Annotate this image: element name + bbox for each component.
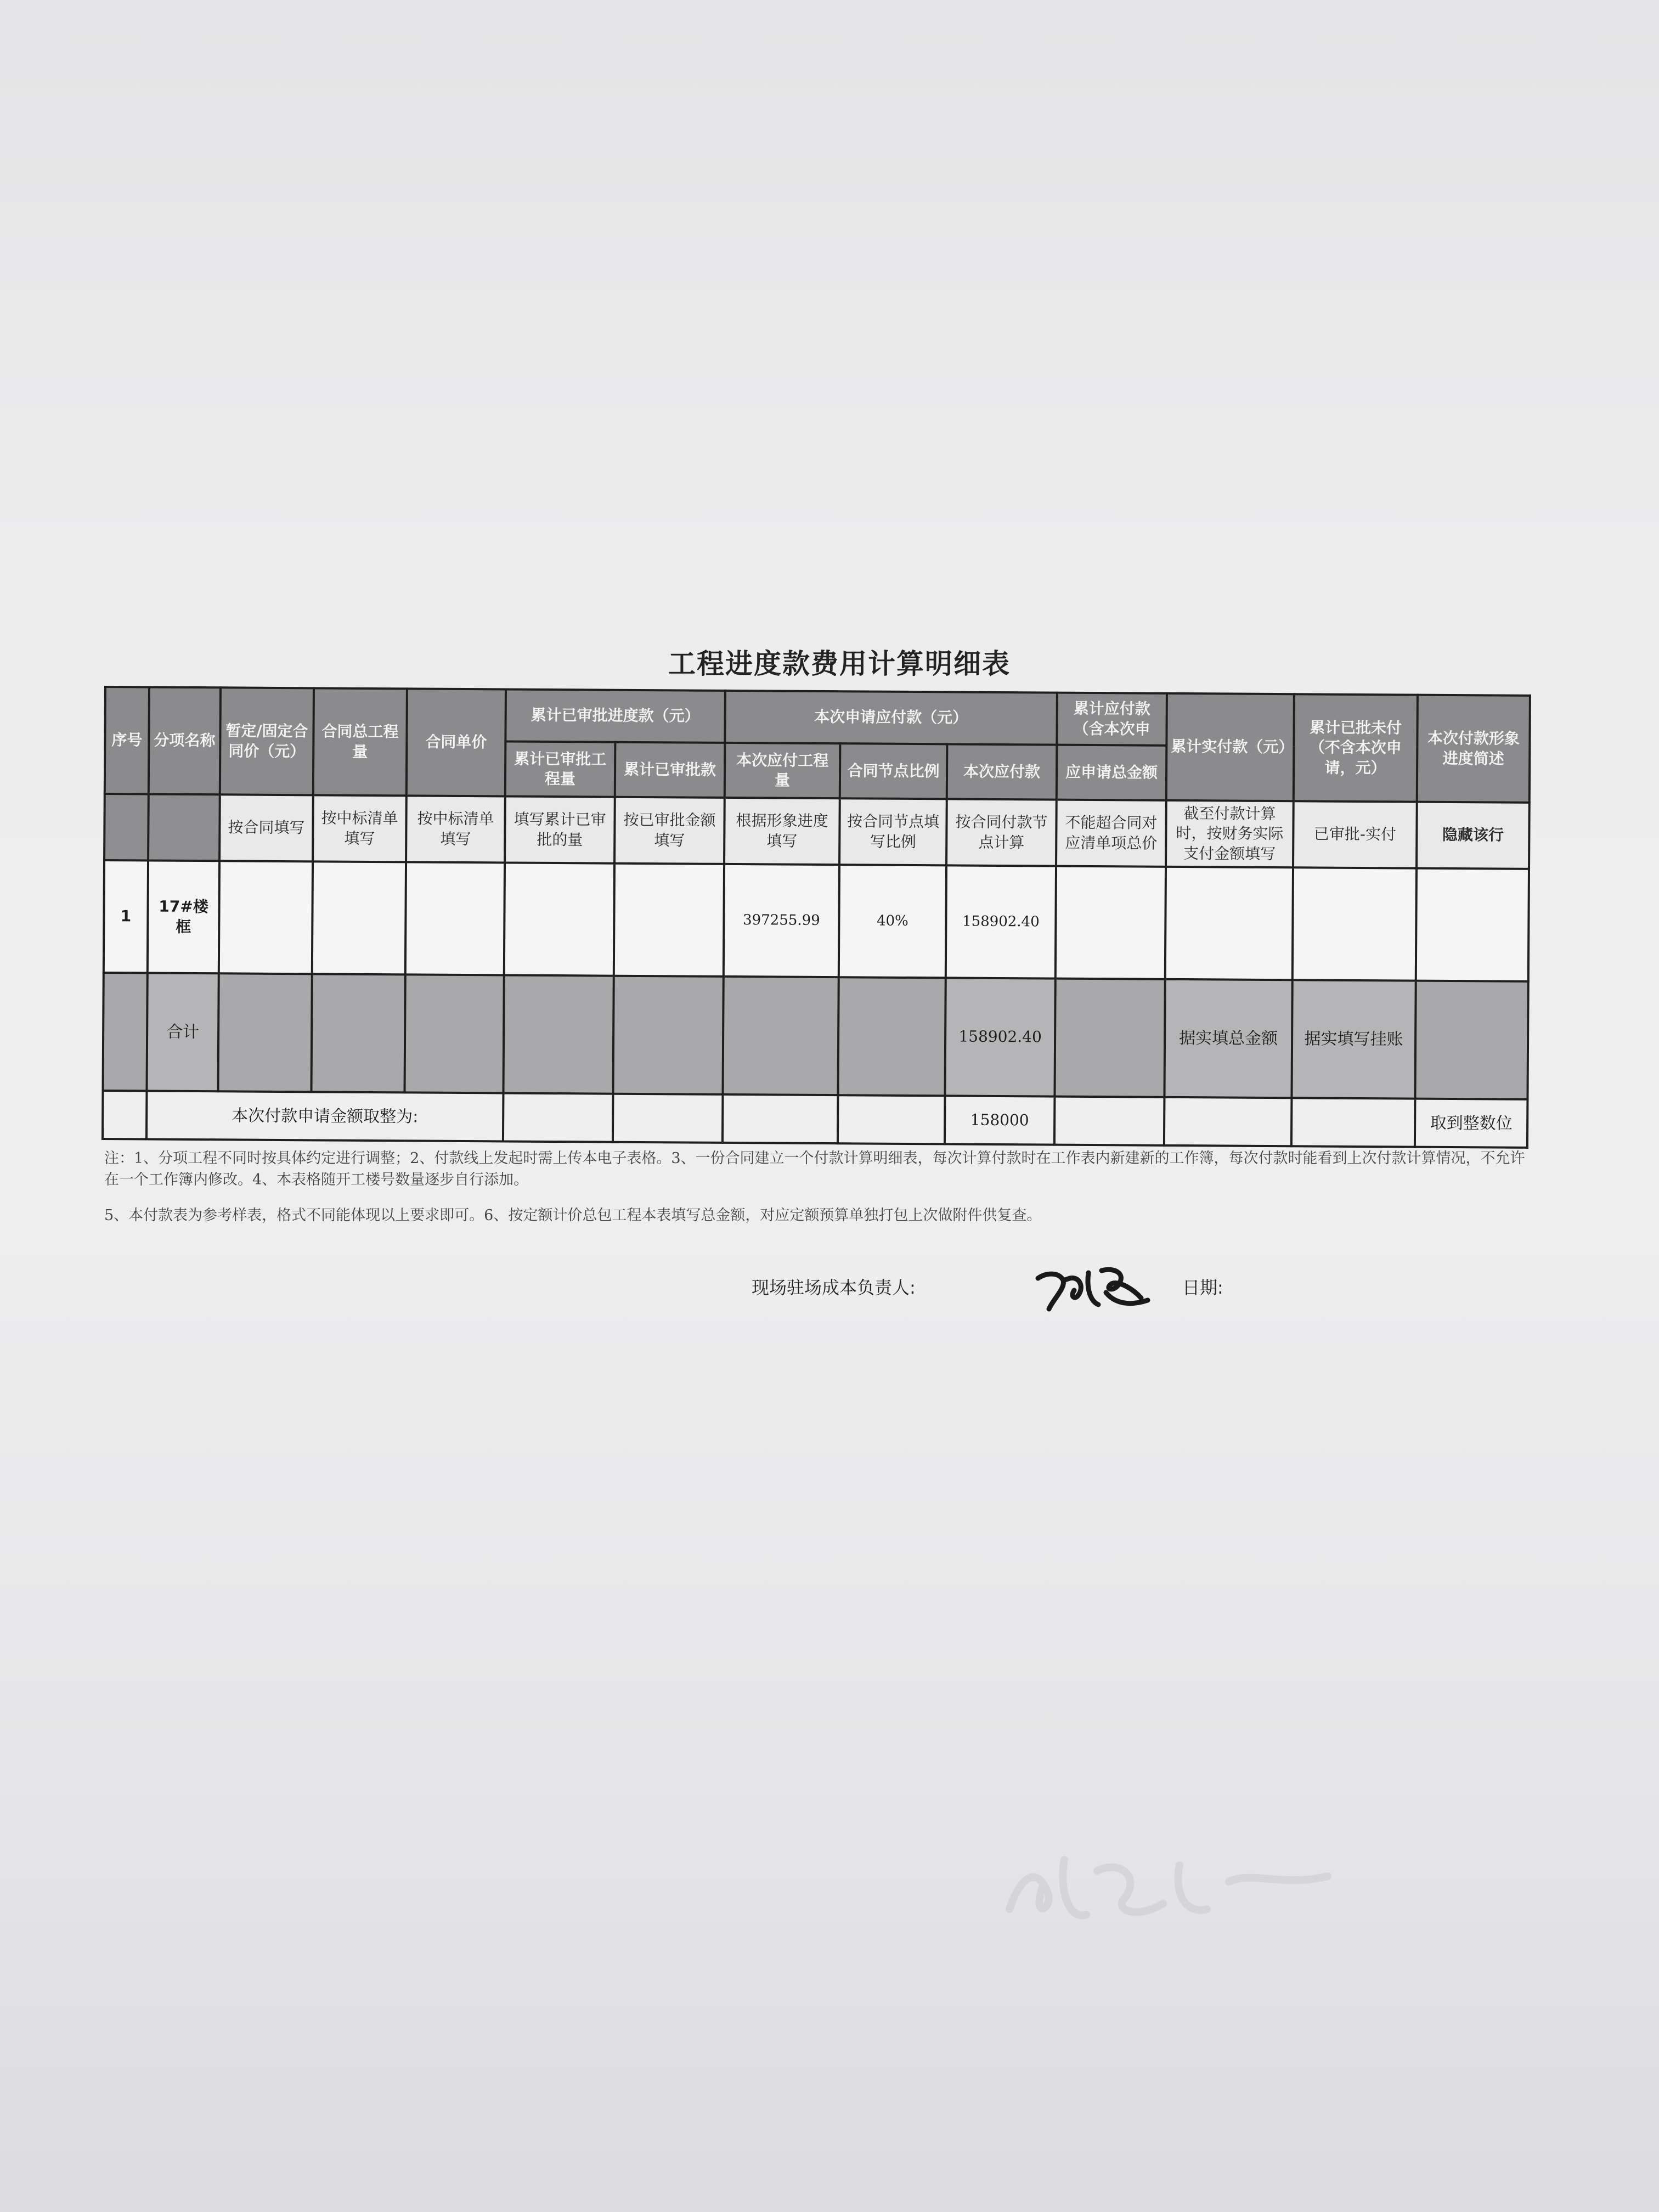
row-contract-price <box>219 861 313 974</box>
total-cumulative-quantity <box>503 975 613 1094</box>
header-contract-price: 暂定/固定合同价（元） <box>220 687 314 795</box>
instruction-name <box>148 794 220 861</box>
final-blank-6 <box>1164 1097 1292 1146</box>
header-cumulative-approved-quantity: 累计已审批工程量 <box>505 741 616 797</box>
instruction-cumulative-amount: 按已审批金额填写 <box>614 797 725 864</box>
instruction-node-ratio: 按合同节点填写比例 <box>839 798 947 865</box>
instruction-description: 隐藏该行 <box>1417 802 1530 869</box>
row-cumulative-amount <box>614 864 724 977</box>
row-current-amount: 158902.40 <box>946 866 1056 979</box>
total-unit-price <box>404 975 504 1093</box>
instruction-current-quantity: 根据形象进度填写 <box>724 798 840 865</box>
instruction-seq <box>104 794 149 861</box>
total-cumulative-amount <box>613 976 723 1094</box>
total-node-ratio <box>838 977 945 1096</box>
total-current-quantity <box>723 977 838 1095</box>
row-item-name: 17#楼框 <box>148 861 219 974</box>
final-amount-value: 158000 <box>945 1096 1055 1145</box>
instruction-paid: 截至付款计算时，按财务实际支付金额填写 <box>1166 800 1294 868</box>
header-group-cumulative-approved: 累计已审批进度款（元） <box>505 689 725 742</box>
row-unpaid <box>1293 867 1417 980</box>
row-node-ratio: 40% <box>839 865 946 978</box>
header-contract-quantity: 合同总工程量 <box>313 688 407 795</box>
header-payable-total: 应申请总金额 <box>1057 745 1167 800</box>
instruction-unit-price: 按中标清单填写 <box>406 795 505 862</box>
instruction-payable-total: 不能超合同对应清单项总价 <box>1056 800 1166 867</box>
date-label: 日期: <box>1182 1277 1223 1298</box>
final-blank-4 <box>838 1095 945 1144</box>
final-blank-1 <box>503 1093 613 1142</box>
total-seq <box>103 973 147 1091</box>
total-payable-total <box>1054 979 1165 1097</box>
row-unit-price <box>405 862 505 975</box>
total-paid: 据实填总金额 <box>1164 979 1292 1098</box>
payment-detail-table <box>101 686 1531 1149</box>
total-contract-price <box>218 973 312 1092</box>
header-unit-price: 合同单价 <box>407 689 506 796</box>
total-contract-quantity <box>311 974 405 1092</box>
header-group-cumulative-payable: 累计应付款（含本次申 <box>1057 693 1167 746</box>
handwritten-signature <box>1031 1256 1163 1317</box>
row-contract-quantity <box>312 861 406 974</box>
row-seq: 1 <box>104 860 148 973</box>
instruction-unpaid: 已审批-实付 <box>1293 801 1417 868</box>
final-amount-label: 本次付款申请金额取整为: <box>146 1091 504 1142</box>
header-seq: 序号 <box>105 687 149 794</box>
header-cumulative-approved-amount: 累计已审批款 <box>615 742 725 798</box>
faint-signature-impression <box>998 1827 1350 1937</box>
instruction-quantity: 按中标清单填写 <box>313 795 407 862</box>
page-title: 工程进度款费用计算明细表 <box>668 648 1011 680</box>
final-blank-2 <box>613 1094 723 1143</box>
row-cumulative-quantity <box>504 863 614 976</box>
final-blank-7 <box>1291 1098 1415 1147</box>
row-current-quantity: 397255.99 <box>724 864 839 977</box>
header-cumulative-paid: 累计实付款（元） <box>1166 693 1294 801</box>
final-amount-row <box>103 1091 1527 1148</box>
total-row <box>103 973 1528 1099</box>
final-blank-5 <box>1054 1097 1165 1146</box>
instruction-row <box>104 794 1530 869</box>
row-description <box>1416 868 1529 981</box>
note-paragraph-1: 注：1、分项工程不同时按具体约定进行调整；2、付款线上发起时需上传本电子表格。3、一份合同建立一个付款计算明细表，每次计算付款时在工作表内新建新的工作簿，每次付款时能看到上次付款计算情况，不允许在一个工作簿内修改。4、本表格随开工楼号数量逐步自行添加。 <box>104 1150 1525 1189</box>
instruction-current-amount: 按合同付款节点计算 <box>946 799 1057 866</box>
table-container <box>104 686 1531 1140</box>
final-amount-note: 取到整数位 <box>1415 1099 1528 1148</box>
header-node-ratio: 合同节点比例 <box>840 743 947 799</box>
header-progress-description: 本次付款形象进度简述 <box>1417 695 1530 803</box>
total-unpaid: 据实填写挂账 <box>1291 980 1415 1098</box>
total-label: 合计 <box>146 973 218 1092</box>
header-approved-unpaid: 累计已批未付（不含本次申请，元） <box>1294 694 1418 802</box>
total-description <box>1415 981 1528 1099</box>
notes-section <box>104 1148 1531 1240</box>
instruction-price: 按合同填写 <box>219 794 313 861</box>
final-blank-3 <box>723 1094 838 1143</box>
responsible-label: 现场驻场成本负责人: <box>752 1277 916 1298</box>
note-paragraph-2: 5、本付款表为参考样表，格式不同能体现以上要求即可。6、按定额计价总包工程本表填写总金额，对应定额预算单独打包上次做附件供复查。 <box>104 1207 1042 1224</box>
header-current-quantity: 本次应付工程量 <box>725 743 840 798</box>
header-group-current-request: 本次申请应付款（元） <box>725 691 1057 745</box>
row-payable-total <box>1056 866 1166 979</box>
final-seq <box>103 1091 147 1139</box>
row-paid <box>1165 867 1293 980</box>
header-current-amount: 本次应付款 <box>947 744 1057 799</box>
instruction-cumulative-quantity: 填写累计已审批的量 <box>505 796 615 863</box>
total-current-amount: 158902.40 <box>945 978 1055 1097</box>
table-row <box>104 860 1529 981</box>
header-item-name: 分项名称 <box>149 687 221 795</box>
header-row-1 <box>105 687 1530 748</box>
